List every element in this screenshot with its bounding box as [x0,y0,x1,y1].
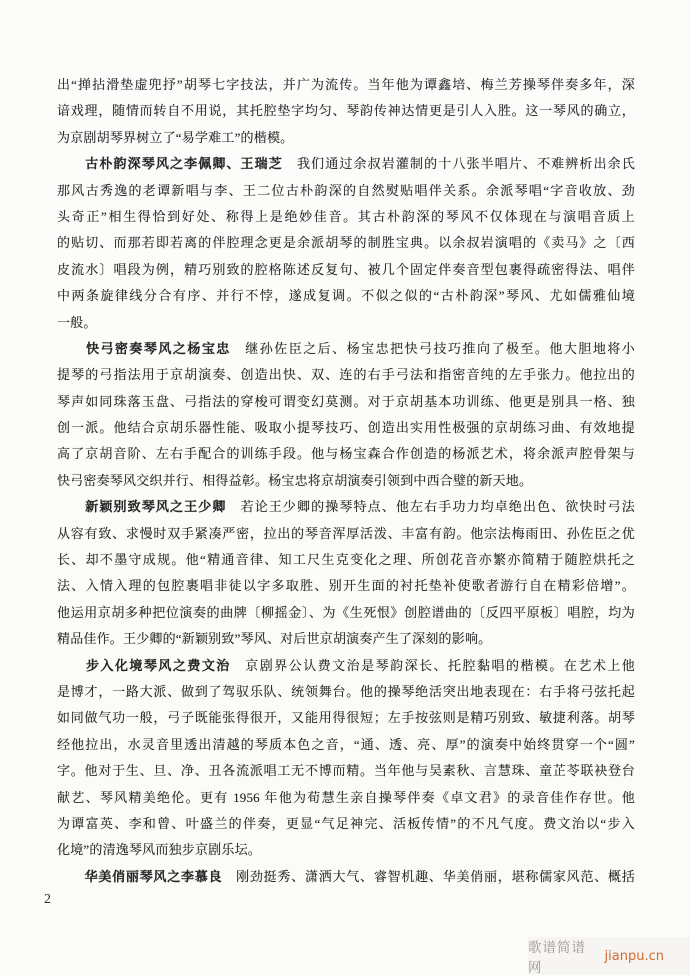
text-segment: 精品佳作。王少卿的“新颖别致”琴风、对后世京胡演奏产生了深刻的影响。 [57,631,492,647]
text-line [57,257,635,283]
section-heading: 古朴韵深琴风之李佩卿、王瑞芝 [85,156,283,172]
text-segment: 如同做气功一般，弓子既能张得很开，又能用得很短；左手按弦则是精巧别致、敏捷利落。胡琴 [57,710,635,726]
text-line-with-heading [57,151,635,177]
text-line [57,573,635,599]
text-line [57,389,635,415]
text-segment: 谙戏理，随情而转自不用说，其托腔垫字均匀、琴韵传神达情更是引人入胜。这一琴风的确立， [57,103,635,119]
section-heading: 快弓密奏琴风之杨宝忠 [85,340,231,356]
text-segment: 为京剧胡琴界树立了“易学难工”的楷模。 [57,129,294,145]
text-segment: 我们通过余叔岩灌制的十八张半唱片、不难辨析出余氏 [282,156,635,172]
text-segment: 法、入情入理的包腔裹唱非徒以字多取胜、别开生面的衬托垫补使歌者游行自在精彩倍增”。 [57,578,635,594]
text-line [57,362,635,388]
text-segment: 快弓密奏琴风交织并行、相得益彰。杨宝忠将京胡演奏引领到中西合璧的新天地。 [57,472,533,488]
text-segment: 琴声如同珠落玉盘、弓指法的穿梭可谓变幻莫测。对于京胡基本功训练、他更是别具一格、独 [57,393,635,409]
text-segment: 从容有致、求慢时双手紧凑严密，拉出的琴音浑厚活泼、丰富有韵。他宗法梅雨田、孙佐臣之优 [57,525,635,541]
text-segment: 经他拉出，水灵音里透出清越的琴质本色之音，“通、透、亮、厚”的演奏中始终贯穿一个“圆” [57,736,635,752]
section-heading: 新颖别致琴风之王少卿 [85,499,227,515]
text-segment: 刚劲挺秀、潇洒大气、睿智机趣、华美俏丽，堪称儒家风范、概括 [222,868,635,884]
text-line-with-heading [57,494,635,520]
article-text [57,72,635,890]
text-line [57,732,635,758]
text-segment: 字。他对于生、旦、净、丑各流派唱工无不博而精。当年他与吴素秋、言慧珠、童芷苓联袂登台 [57,763,635,779]
text-segment: 继孙佐臣之后、杨宝忠把快弓技巧推向了极至。他大胆地将小 [230,340,635,356]
text-line [57,125,635,151]
text-segment: 提琴的弓指法用于京胡演奏、创造出快、双、连的右手弓法和指密音纯的左手张力。他拉出的 [57,367,635,383]
text-line [57,441,635,467]
section-heading: 华美俏丽琴风之李慕良 [84,868,223,884]
text-segment: 是博才，一路大派、做到了驾驭乐队、统领舞台。他的操琴绝活突出地表现在：右手将弓弦托起 [57,683,635,699]
text-line [57,283,635,309]
text-line [57,521,635,547]
watermark-site-name: 歌谱简谱网 [528,940,586,975]
text-segment [57,156,85,171]
text-segment: 京剧界公认费文治是琴韵深长、托腔黏唱的楷模。在艺术上他 [230,657,635,673]
text-line [57,178,635,204]
text-segment: 一般。 [57,314,97,330]
text-line [57,758,635,784]
text-line [57,230,635,256]
text-line [57,72,635,98]
text-segment: 为谭富英、李和曾、叶盛兰的伴奏，更显“气足神完、活板传情”的不凡气度。费文治以“步入 [57,815,635,831]
section-heading: 步入化境琴风之费文治 [85,657,231,673]
text-segment: 献艺、琴风精美绝伦。更有 1956 年他为荀慧生亲自操琴伴奏《卓文君》的录音佳作存世。他 [57,789,635,805]
text-segment: 高了京胡音阶、左右手配合的训练手段。他与杨宝森合作创造的杨派艺术，将余派声腔骨架与 [57,446,635,462]
text-line [57,204,635,230]
text-line [57,415,635,441]
text-line [57,468,635,494]
text-segment [57,341,86,356]
text-line [57,626,635,652]
text-segment: 长、却不墨守成规。他“精通音律、知工尺生克变化之理、所创花音亦繁亦简精于随腔烘托之 [57,552,635,568]
page-number: 2 [44,892,51,907]
watermark [528,937,690,975]
watermark-site-url: jianpu.cn [604,948,664,964]
text-segment [57,499,85,514]
text-segment: 的贴切、而那若即若离的伴腔理念更是余派胡琴的制胜宝典。以余叔岩演唱的《卖马》之〔西 [57,235,635,251]
text-line [57,547,635,573]
text-line [57,98,635,124]
text-line-with-heading [57,864,635,890]
text-segment: 皮流水〕唱段为例，精巧别致的腔格陈述反复句、被几个固定伴奏音型包裹得疏密得法、唱伴 [57,261,635,277]
text-segment: 那风古秀逸的老谭新唱与李、王二位古朴韵深的自然熨贴唱伴关系。余派琴唱“字音收放、劲 [57,182,635,198]
text-line-with-heading [57,653,635,679]
text-segment [57,869,85,884]
text-line [57,705,635,731]
text-segment: 出“掸拈滑垫虚兜抒”胡琴七字技法，并广为流传。当年他为谭鑫培、梅兰芳操琴伴奏多年，深 [57,77,635,92]
text-segment: 头奇正”相生得恰到好处、称得上是绝妙佳音。其古朴韵深的琴风不仅体现在与演唱音质上 [57,208,635,224]
text-segment: 化境”的清逸琴风而独步京剧乐坛。 [57,842,261,858]
text-segment [57,658,86,673]
text-line-with-heading [57,336,635,362]
text-line [57,785,635,811]
text-line [57,310,635,336]
text-line [57,600,635,626]
text-segment: 创一派。他结合京胡乐器性能、吸取小提琴技巧、创造出实用性极强的京胡练习曲、有效地提 [57,420,635,436]
text-line [57,837,635,863]
text-segment: 中两条旋律线分合有序、并行不悖，遂成复调。不似之似的“古朴韵深”琴风、尤如儒雅仙境 [57,288,635,304]
text-line [57,679,635,705]
text-segment: 若论王少卿的操琴特点、他左右手功力均卓绝出色、欲快时弓法 [226,499,635,515]
text-line [57,811,635,837]
text-segment: 他运用京胡多种把位演奏的曲牌〔柳摇金〕、为《生死恨》创腔谱曲的〔反四平原板〕唱腔，均为 [57,604,635,620]
